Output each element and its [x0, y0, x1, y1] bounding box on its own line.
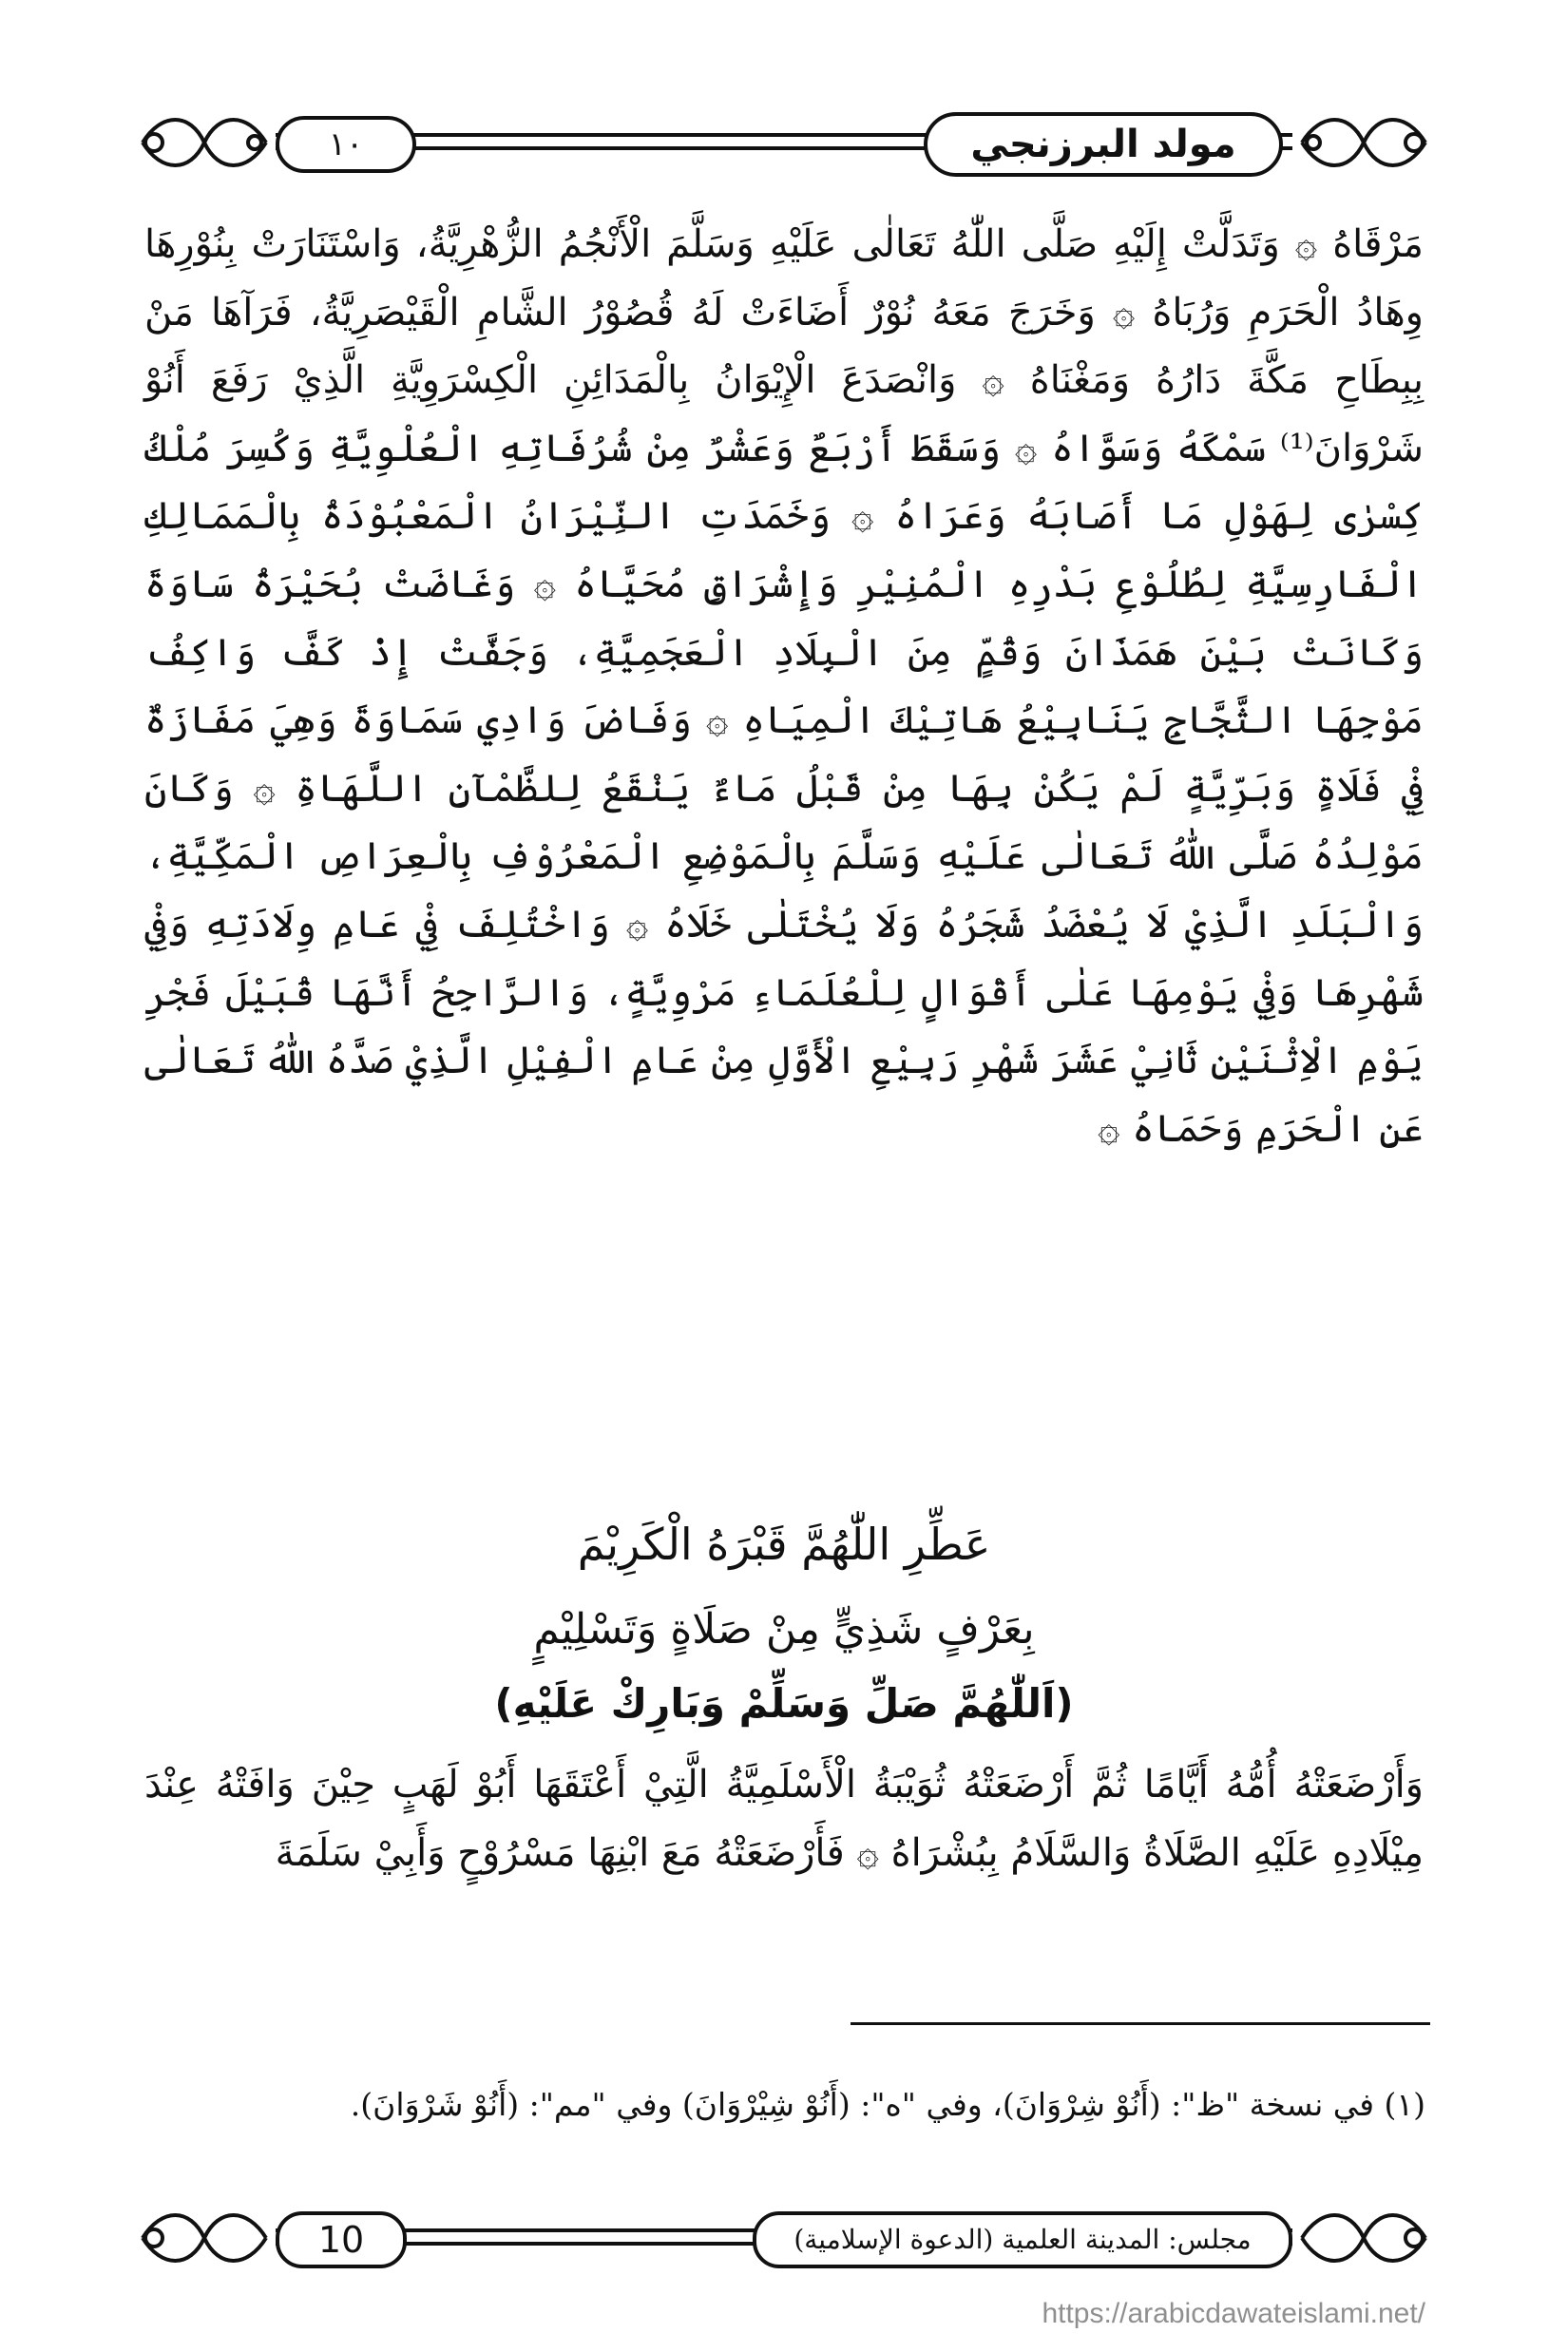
page-footer: [133, 2200, 1435, 2276]
main-text: [144, 211, 1424, 1163]
paragraph-birth-signs: مَرْقَاهُ ۞ وَتَدَلَّتْ إِلَيْهِ صَلَّى اللّٰهُ تَعَالٰى عَلَيْهِ وَسَلَّمَ الْأَنْجُمُ الزُّهْرِيَّةُ، وَاسْتَنَارَتْ بِنُوْرِهَا وِهَادُ الْحَرَمِ وَرُبَاهُ ۞ وَخَرَجَ مَعَهُ نُوْرٌ أَضَاءَتْ لَهُ قُصُوْرُ الشَّامِ الْقَيْصَرِيَّةُ، فَرَآهَا مَنْ بِبِطَاحِ مَكَّةَ دَارُهُ وَمَغْنَاهُ ۞ وَانْصَدَعَ الْإِيْوَانُ بِالْمَدَائِنِ الْكِسْرَوِيَّةِ الَّذِيْ رَفَعَ أَنُوْ شَرْوَانَ⁽¹⁾ سَمْكَهُ وَسَوَّاهُ ۞ وَسَقَطَ أَرْبَعٌ وَعَشْرٌ مِنْ شُرُفَاتِهِ الْعُلْوِيَّةِ وَكُسِرَ مُلْكُ كِسْرٰى لِهَوْلِ مَا أَصَابَهُ وَعَرَاهُ ۞ وَخَمَدَتِ النِّيْرَانُ الْمَعْبُوْدَةُ بِالْمَمَالِكِ الْفَارِسِيَّةِ لِطُلُوْعِ بَدْرِهِ الْمُنِيْرِ وَإِشْرَاقِ مُحَيَّاهُ ۞ وَغَاضَتْ بُحَيْرَةُ سَاوَةَ وَكَانَتْ بَيْنَ هَمَذَانَ وَقُمٍّ مِنَ الْبِلَادِ الْعَجَمِيَّةِ، وَجَفَّتْ إِذْ كَفَّ وَاكِفُ مَوْجِهَا الثَّجَّاجِ يَنَابِيْعُ هَاتِيْكَ الْمِيَاهِ ۞ وَفَاضَ وَادِي سَمَاوَةَ وَهِيَ مَفَازَةٌ فِيْ فَلَاةٍ وَبَرِّيَّةٍ لَمْ يَكُنْ بِهَا مِنْ قَبْلُ مَاءٌ يَنْقَعُ لِلظَّمْآنِ اللَّهَاةِ ۞ وَكَانَ مَوْلِدُهُ صَلَّى اللّٰهُ تَعَالٰى عَلَيْهِ وَسَلَّمَ بِالْمَوْضِعِ الْمَعْرُوْفِ بِالْعِرَاصِ الْمَكِّيَّةِ، وَالْبَلَدِ الَّذِيْ لَا يُعْضَدُ شَجَرُهُ وَلَا يُخْتَلٰى خَلَاهُ ۞ وَاخْتُلِفَ فِيْ عَامِ وِلَادَتِهِ وَفِيْ شَهْرِهَا وَفِيْ يَوْمِهَا عَلٰى أَقْوَالٍ لِلْعُلَمَاءِ مَرْوِيَّةٍ، وَالرَّاجِحُ أَنَّهَا قُبَيْلَ فَجْرِ يَوْمِ الْاِثْنَيْنِ ثَانِيْ عَشَرَ شَهْرِ رَبِيْعِ الْأَوَّلِ مِنْ عَامِ الْفِيْلِ الَّذِيْ صَدَّهُ اللّٰهُ تَعَالٰى عَنِ الْحَرَمِ وَحَمَاهُ ۞: [144, 222, 1424, 1151]
watermark-url: https://arabicdawateislami.net/: [1042, 2298, 1425, 2329]
right-ornament-icon: [1292, 112, 1435, 173]
refrain-line-1: عَطِّرِ اللّٰهُمَّ قَبْرَهُ الْكَرِيْمَ: [577, 1519, 991, 1570]
footer-left-ornament-icon: [133, 2208, 276, 2268]
refrain-line-2: بِعَرْفٍ شَذِيٍّ مِنْ صَلَاةٍ وَتَسْلِيْمٍ: [533, 1605, 1035, 1654]
header-page-number: ١٠: [276, 116, 416, 173]
footer-right-ornament-icon: [1292, 2208, 1435, 2268]
footnote-rule: [851, 2022, 1430, 2025]
footnote: (١) في نسخة "ظ": (أَنُوْ شِرْوَانَ)، وفي "ه": (أَنُوْ شِيْرْوَانَ) وفي "مم": (أَنُوْ شَرْوَانَ).: [350, 2086, 1425, 2123]
footer-page-number: 10: [276, 2211, 407, 2268]
publisher-label: مجلس: المدينة العلمية (الدعوة الإسلامية): [753, 2211, 1292, 2268]
left-ornament-icon: [133, 112, 276, 173]
paragraph-nursing: وَأَرْضَعَتْهُ أُمُّهُ أَيَّامًا ثُمَّ أَرْضَعَتْهُ ثُوَيْبَةُ الْأَسْلَمِيَّةُ الَّتِيْ أَعْتَقَهَا أَبُوْ لَهَبٍ حِيْنَ وَافَتْهُ عِنْدَ مِيْلَادِهِ عَلَيْهِ الصَّلَاةُ وَالسَّلَامُ بِبُشْرَاهُ ۞ فَأَرْضَعَتْهُ مَعَ ابْنِهَا مَسْرُوْحٍ وَأَبِيْ سَلَمَةَ: [144, 1763, 1424, 1875]
page-header: [133, 105, 1435, 182]
book-title: مولد البرزنجي: [924, 112, 1283, 177]
refrain-line-3: (اَللّٰهُمَّ صَلِّ وَسَلِّمْ وَبَارِكْ عَلَيْهِ): [494, 1680, 1074, 1727]
